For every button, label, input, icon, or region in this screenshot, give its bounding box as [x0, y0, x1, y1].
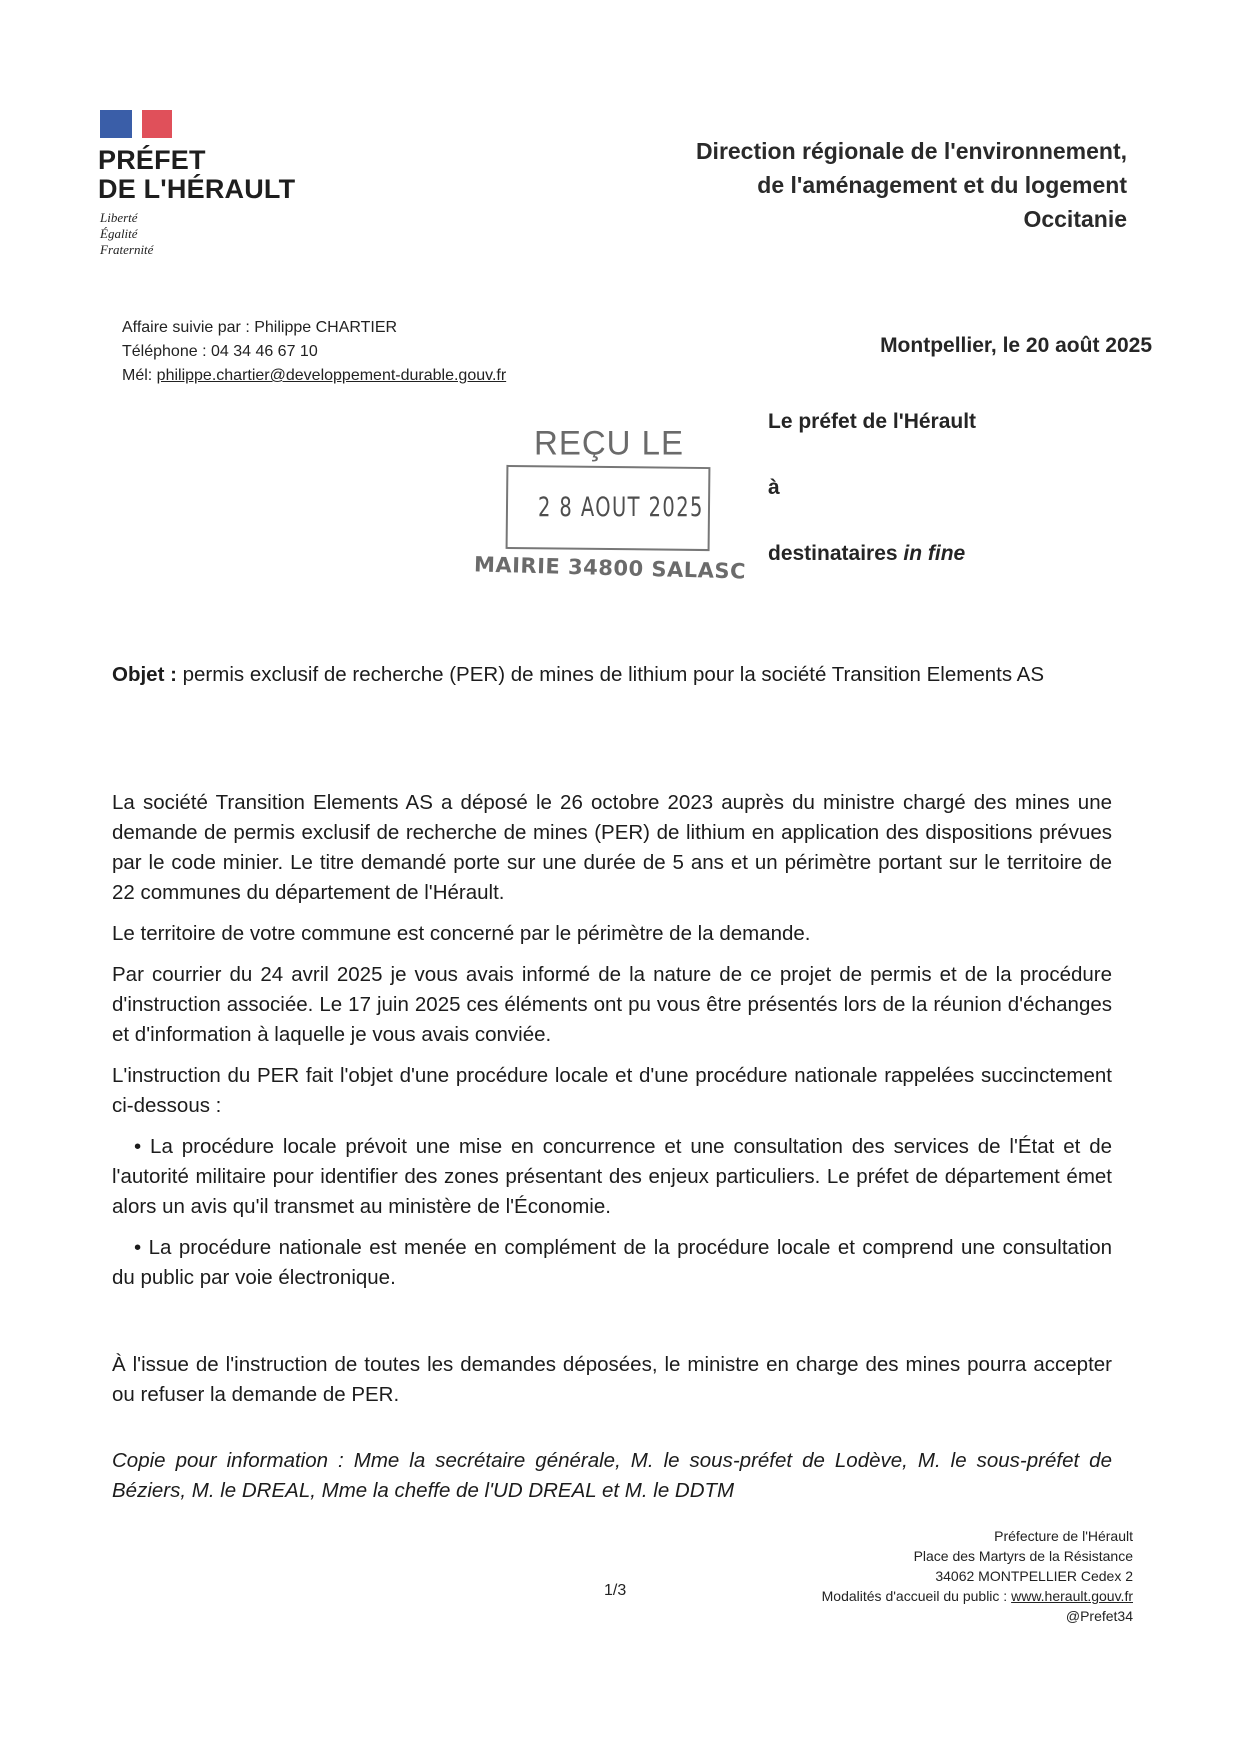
service-header	[696, 134, 1127, 236]
affaire-label: Affaire suivie par :	[122, 319, 255, 336]
affaire-name: Philippe CHARTIER	[254, 319, 398, 336]
motto-fraternite: Fraternité	[100, 242, 154, 257]
footer-accueil	[822, 1586, 1133, 1606]
bullet-local-procedure: • La procédure locale prévoit une mise en concurrence et une consultation des services de l'État et de l'autorité militaire pour identifier des zones présentant des enjeux particuliers. Le préfet de département émet alors un avis qu'il transmet au ministère de l'Économie.	[112, 1135, 1112, 1218]
accueil-label: Modalités d'accueil du public :	[821, 1588, 1012, 1604]
page-number: 1/3	[604, 1582, 627, 1599]
motto-egalite: Égalité	[100, 226, 138, 241]
affaire-suivie	[122, 316, 506, 340]
flag-blue-stripe	[100, 110, 132, 138]
bullet-national-procedure: • La procédure nationale est menée en complément de la procédure locale et comprend une consultation du public par voie électronique.	[112, 1236, 1112, 1289]
service-line-1: Direction régionale de l'environnement,	[695, 138, 1127, 164]
date-line: Montpellier, le 20 août 2025	[880, 334, 1152, 357]
marianne-flag-logo	[100, 110, 172, 138]
contact-block	[122, 316, 506, 388]
website-link[interactable]: www.herault.gouv.fr	[1011, 1588, 1133, 1604]
republic-motto	[100, 210, 153, 258]
logo-title-line1: PRÉFET	[98, 145, 206, 175]
stamp-date: 2 8 AOUT 2025	[538, 492, 704, 523]
logo-title-line2: DE L'HÉRAULT	[98, 174, 296, 204]
objet-label: Objet :	[112, 663, 177, 686]
paragraph-1: La société Transition Elements AS a déposé le 26 octobre 2023 auprès du ministre chargé des mines une demande de permis exclusif de recherche de mines (PER) de lithium en application des dispositions prévues par le code minier. Le titre demandé porte sur une durée de 5 ans et un périmètre portant sur le territoire de 22 communes du département de l'Hérault.	[112, 791, 1112, 904]
addressee-to-prefix: destinataires	[768, 542, 904, 565]
email-link[interactable]: philippe.chartier@developpement-durable.gouv.fr	[156, 367, 507, 384]
footer-line-1: Préfecture de l'Hérault	[994, 1528, 1133, 1544]
telephone-number: 04 34 46 67 10	[210, 343, 318, 360]
paragraph-4: L'instruction du PER fait l'objet d'une procédure locale et d'une procédure nationale rappelées succinctement ci-dessous :	[112, 1064, 1112, 1117]
conclusion: À l'issue de l'instruction de toutes les demandes déposées, le ministre en charge des mines pourra accepter ou refuser la demande de PER.	[112, 1353, 1112, 1406]
service-line-3: Occitanie	[1023, 206, 1127, 232]
footer-line-3: 34062 MONTPELLIER Cedex 2	[935, 1568, 1133, 1584]
objet	[112, 660, 1112, 690]
paragraph-3: Par courrier du 24 avril 2025 je vous avais informé de la nature de ce projet de permis et de la procédure d'instruction associée. Le 17 juin 2025 ces éléments ont pu vous être présentés lors de la réunion d'échanges et d'information à laquelle je vous avais conviée.	[112, 963, 1112, 1046]
flag-red-stripe	[142, 110, 172, 138]
paragraph-2: Le territoire de votre commune est concerné par le périmètre de la demande.	[112, 922, 811, 945]
prefet-logo-title	[98, 146, 295, 204]
addressee-to	[768, 542, 965, 566]
footer-line-2: Place des Martyrs de la Résistance	[913, 1548, 1133, 1564]
motto-liberte: Liberté	[100, 210, 138, 225]
copy-for-information: Copie pour information : Mme la secrétaire générale, M. le sous-préfet de Lodève, M. le sous-préfet de Béziers, M. le DREAL, Mme la cheffe de l'UD DREAL et M. le DDTM	[112, 1449, 1112, 1502]
footer-twitter: @Prefet34	[1065, 1608, 1133, 1624]
footer-address	[822, 1526, 1133, 1626]
letter-body	[112, 788, 1112, 1304]
objet-text: permis exclusif de recherche (PER) de mines de lithium pour la société Transition Elements AS	[176, 663, 1044, 686]
email-label: Mél:	[122, 367, 157, 384]
stamp-mairie: MAIRIE 34800 SALASC	[473, 552, 747, 584]
telephone-line	[122, 340, 506, 364]
flag-white-stripe	[132, 110, 142, 138]
addressee-a: à	[768, 476, 780, 499]
email-line	[122, 364, 506, 388]
stamp-heading: REÇU LE	[534, 423, 685, 462]
addressee-to-italic: in fine	[903, 542, 966, 565]
telephone-label: Téléphone :	[122, 343, 211, 360]
service-line-2: de l'aménagement et du logement	[757, 172, 1127, 198]
addressee-from: Le préfet de l'Hérault	[768, 410, 977, 433]
